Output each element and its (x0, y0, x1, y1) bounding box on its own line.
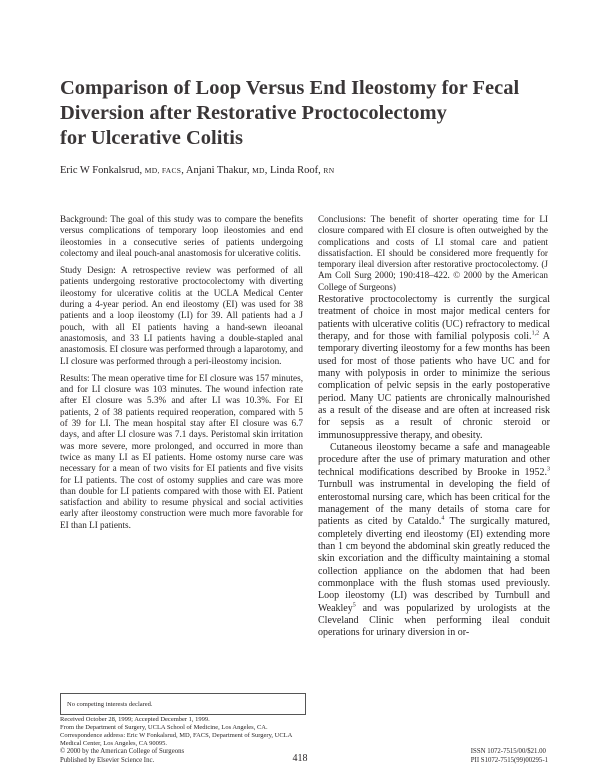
correspondence-note: Correspondence address: Eric W Fonkalsrud, MD, FACS, Department of Surgery, UCLA Medical Center, Los Angeles, CA 90095. (60, 732, 292, 747)
author-name: Eric W Fonkalsrud, (60, 165, 145, 176)
title-line: Diversion after Restorative Proctocolectomy (60, 102, 447, 124)
author-name: , Linda Roof, (264, 165, 324, 176)
reference-marker[interactable]: 1,2 (531, 330, 540, 337)
abstract-background: Background: The goal of this study was to compare the benefits versus complications of temporary loop ileostomies and end ileostomies in a consecutive series of patients undergoing colectomy and ileal pouch-anal anastomosis for ulcerative colitis. (60, 214, 303, 258)
body-text (318, 294, 550, 640)
reference-marker[interactable]: 3 (547, 466, 550, 473)
copyright-line: © 2000 by the American College of Surgeons (60, 748, 185, 755)
body-text-run: and was popularized by urologists at the Cleveland Clinic when performing ileal conduit operations for urinary diversion in or- (318, 602, 550, 639)
body-text-run: The surgically matured, completely diverting end ileostomy (EI) extending more than 1 cm beyond the abdominal skin greatly reduced the skin excoriation and the difficulty maintaining a stomal collection appliance on the abdomen that had been commonplace with the flush stomas used previously. Loop ileostomy (LI) was described by Turnbull and Weakley (318, 516, 550, 614)
footer-right (471, 748, 548, 765)
pii-line: PII S1072-7515(99)00295-1 (470, 756, 548, 764)
abstract-right-column (318, 214, 548, 299)
page-number: 418 (292, 753, 308, 764)
abstract-study-design: Study Design: A retrospective review was performed of all patients undergoing restorative proctocolectomy with diverting ileostomy for ulcerative colitis at the UCLA Medical Center during a 4-year period. An end ileostomy (EI) was used for 38 patients and a loop ileostomy (LI) for 39. All patients had a J pouch, with all EI patients having a hand-sewn ileoanal anastomosis, and 33 LI patients having a double-stapled anal anastomosis. EI closure was performed through a laparotomy, and LI closure was performed through a peri-ileostomy incision. (60, 265, 303, 366)
body-text-run: A temporary diverting ileostomy for a few months has been used for most of those patients who have UC and for many with polyposis in order to minimize the serious complication of pelvic sepsis in the early postoperative period. Many UC patients are chronically malnourished as a result of the disease and are often at increased risk for sepsis as a result of chronic steroid or immunosuppressive therapy, and obesity. (318, 331, 550, 441)
reference-marker[interactable]: 5 (352, 602, 356, 609)
issn-line: ISSN 1072-7515/00/$21.00 (470, 748, 546, 755)
title-line: for Ulcerative Colitis (60, 127, 243, 149)
reference-marker[interactable]: 4 (441, 515, 445, 522)
abstract-conclusions: Conclusions: The benefit of shorter operating time for LI closure compared with EI closure is often outweighed by the complications and costs of LI stomal care and patient dissatisfaction. EI should be considered more frequently for temporary ileal diversion after restorative proctocolectomy. (J Am Coll Surg 2000; 190:418–422. © 2000 by the American College of Surgeons) (318, 214, 548, 292)
body-paragraph (318, 442, 550, 640)
article-title (60, 76, 520, 151)
title-line: Comparison of Loop Versus End Ileostomy for Fecal (60, 77, 520, 99)
author-list (60, 165, 334, 176)
abstract-left-column (60, 214, 303, 537)
body-text-run: Restorative proctocolectomy is currently the surgical treatment of choice in most major medical centers for patients with ulcerative colitis (UC) refractory to medical therapy, and for those with familial polyposis coli. (318, 294, 550, 343)
body-text-run: Turnbull was instrumental in developing the field of enterostomal nursing care, which has been critical for the management of the many details of stoma care for patients as cited by Cataldo. (318, 479, 550, 528)
publisher-line: Published by Elsevier Science Inc. (60, 756, 155, 764)
competing-interests-box: No competing interests declared. (60, 693, 306, 715)
abstract-results: Results: The mean operative time for EI closure was 157 minutes, and for LI closure was 103 minutes. The wound infection rate after EI closure was 5.3% and after LI was 10.3%. For EI patients, 2 of 38 patients required reoperation, compared with 5 of 39 for LI. The mean hospital stay after EI closure was 6.7 days, and after LI closure was 7.1 days. Peristomal skin irritation was more severe, more prolonged, and occurred in more than twice as many LI as EI patients. Home ostomy nurse care was necessary for a mean of two visits for EI patients and five visits for LI patients. The cost of ostomy supplies and care was more than double for LI patients compared with those with EI. Patient satisfaction and ability to resume physical and social activities early after ileostomy construction were much more favorable for EI than LI patients. (60, 372, 303, 530)
body-paragraph (318, 294, 550, 442)
author-name: , Anjani Thakur, (181, 165, 253, 176)
received-note: Received October 28, 1999; Accepted December 1, 1999. (60, 716, 210, 723)
affiliation-note: From the Department of Surgery, UCLA School of Medicine, Los Angeles, CA. (60, 724, 268, 731)
article-notes (60, 716, 306, 748)
author-degree: MD (252, 166, 265, 175)
author-degree: RN (323, 166, 335, 175)
author-degree: MD, FACS (144, 166, 182, 175)
body-text-run: Cutaneous ileostomy became a safe and manageable procedure after the use of primary maturation and other technical modifications described by Brooke in 1952. (318, 442, 550, 478)
